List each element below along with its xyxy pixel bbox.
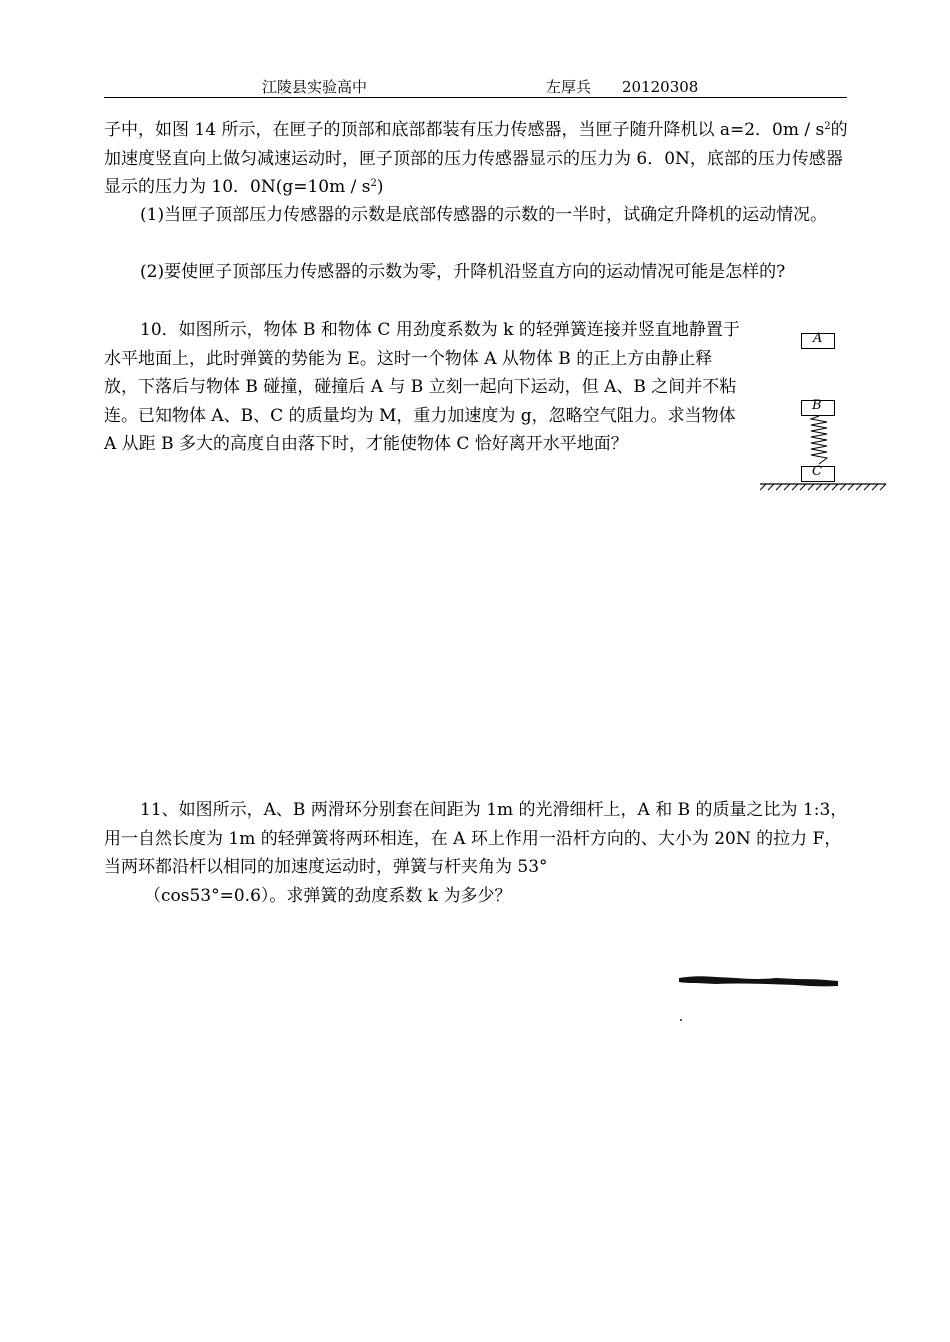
q11-text: 11、如图所示，A、B 两滑环分别套在间距为 1m 的光滑细杆上，A 和 B 的质量之比为 1:3，用一自然长度为 1m 的轻弹簧将两环相连，在 A 环上作用一沿杆方向的、大小为 20N 的拉力 F，当两环都沿杆以相同的加速度运动时，弹簧与杆夹角为 53° xyxy=(104,800,848,878)
q9-sup-2: 2 xyxy=(370,178,377,190)
q9-intro xyxy=(104,116,848,202)
q9-part1: (1)当匣子顶部压力传感器的示数是底部传感器的示数的一半时，试确定升降机的运动情况。 xyxy=(140,205,828,225)
header-rule xyxy=(104,97,847,98)
header-school: 江陵县实验高中 xyxy=(262,78,368,96)
q9-sup-1: 2 xyxy=(824,121,831,132)
header-author: 左厚兵 xyxy=(546,78,592,96)
block-a-label: A xyxy=(813,331,823,346)
q9-intro-c: ) xyxy=(376,177,384,198)
stray-dot xyxy=(680,1019,682,1021)
block-c-label: C xyxy=(812,464,822,479)
q9-intro-b: 的加速度竖直向上做匀减速运动时，匣子顶部的压力传感器显示的压力为 6．0N，底部的压力传感器显示的压力为 10．0N(g=10m / s xyxy=(104,120,848,198)
ground-hatch xyxy=(760,484,886,490)
header-date: 20120308 xyxy=(622,78,699,96)
smudge-mark xyxy=(676,972,844,992)
q9-intro-a: 子中，如图 14 所示，在匣子的顶部和底部都装有压力传感器，当匣子随升降机以 a=2．0m / s xyxy=(104,120,825,140)
q10-text: 10．如图所示，物体 B 和物体 C 用劲度系数为 k 的轻弹簧连接并竖直地静置于水平地面上，此时弹簧的势能为 E。这时一个物体 A 从物体 B 的正上方由静止释放，下落后与物体 B 碰撞，碰撞后 A 与 B 立刻一起向下运动，但 A、B 之间并不粘连。已知物体 A、B、C 的质量均为 M，重力加速度为 g，忽略空气阻力。求当物体 A 从距 B 多大的高度自由落下时，才能使物体 C 恰好离开水平地面？ xyxy=(104,320,740,455)
spring xyxy=(811,416,827,464)
block-b-label: B xyxy=(812,398,822,413)
q11-cos: （cos53°=0.6）。求弹簧的劲度系数 k 为多少？ xyxy=(144,886,512,906)
q9-part2: (2)要使匣子顶部压力传感器的示数为零，升降机沿竖直方向的运动情况可能是怎样的? xyxy=(140,262,786,282)
